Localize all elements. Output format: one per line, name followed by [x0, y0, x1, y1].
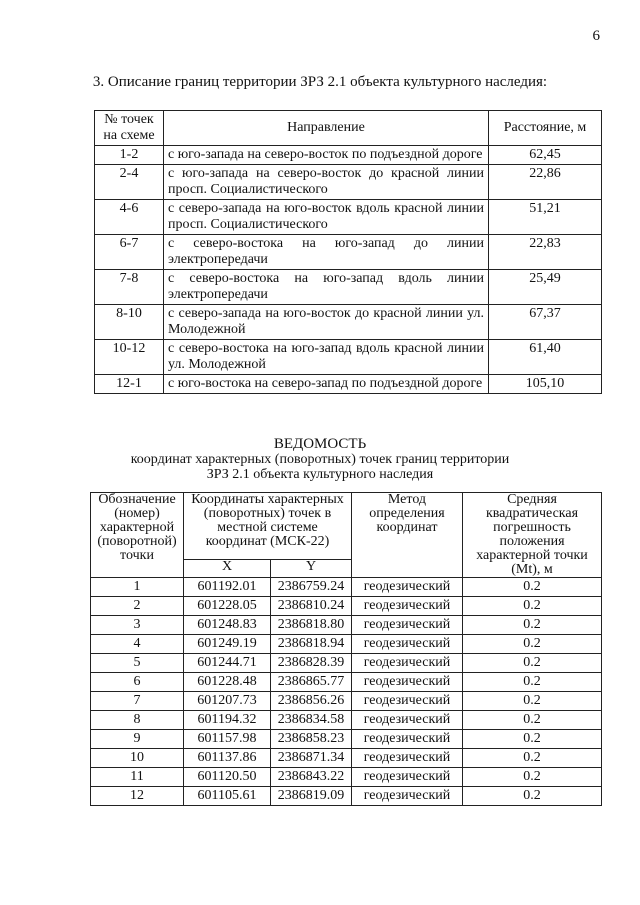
- row-y: 2386843.22: [271, 768, 352, 787]
- table-row: [95, 200, 602, 235]
- row-points: 6-7: [95, 235, 164, 270]
- row-method: геодезический: [352, 654, 463, 673]
- row-x: 601105.61: [184, 787, 271, 806]
- row-method: геодезический: [352, 616, 463, 635]
- row-y: 2386828.39: [271, 654, 352, 673]
- row-y: 2386818.94: [271, 635, 352, 654]
- table-row: [91, 597, 602, 616]
- row-y: 2386810.24: [271, 597, 352, 616]
- row-method: геодезический: [352, 578, 463, 597]
- row-x: 601194.32: [184, 711, 271, 730]
- table-header-row: [91, 493, 602, 560]
- row-point-number: 5: [91, 654, 184, 673]
- row-error: 0.2: [463, 730, 602, 749]
- row-distance: 25,49: [489, 270, 602, 305]
- statement-heading: [0, 437, 640, 482]
- table-row: [95, 270, 602, 305]
- boundary-description-table: [94, 110, 602, 394]
- row-points: 12-1: [95, 375, 164, 394]
- row-x: 601228.05: [184, 597, 271, 616]
- table-row: [91, 768, 602, 787]
- row-y: 2386819.09: [271, 787, 352, 806]
- row-x: 601228.48: [184, 673, 271, 692]
- row-direction: с юго-запада на северо-восток до красной линии просп. Социалистического: [164, 165, 489, 200]
- table-row: [91, 787, 602, 806]
- header-points: № точек на схеме: [95, 111, 164, 146]
- row-point-number: 7: [91, 692, 184, 711]
- row-method: геодезический: [352, 768, 463, 787]
- row-x: 601248.83: [184, 616, 271, 635]
- statement-subtitle-line2: ЗРЗ 2.1 объекта культурного наследия: [206, 467, 434, 482]
- row-y: 2386759.24: [271, 578, 352, 597]
- table-row: [91, 673, 602, 692]
- coordinate-rows: [91, 578, 602, 806]
- row-point-number: 9: [91, 730, 184, 749]
- header-direction: Направление: [164, 111, 489, 146]
- table-row: [91, 730, 602, 749]
- table-row: [91, 578, 602, 597]
- row-distance: 22,86: [489, 165, 602, 200]
- header-y: Y: [271, 560, 352, 578]
- row-distance: 67,37: [489, 305, 602, 340]
- row-error: 0.2: [463, 673, 602, 692]
- row-method: геодезический: [352, 597, 463, 616]
- row-point-number: 12: [91, 787, 184, 806]
- row-points: 4-6: [95, 200, 164, 235]
- statement-subtitle-line1: координат характерных (поворотных) точек границ территории: [130, 452, 510, 467]
- row-y: 2386834.58: [271, 711, 352, 730]
- row-points: 2-4: [95, 165, 164, 200]
- row-method: геодезический: [352, 692, 463, 711]
- row-y: 2386858.23: [271, 730, 352, 749]
- row-x: 601244.71: [184, 654, 271, 673]
- row-point-number: 11: [91, 768, 184, 787]
- row-method: геодезический: [352, 673, 463, 692]
- row-point-number: 10: [91, 749, 184, 768]
- row-direction: с северо-востока на юго-запад вдоль линии электропередачи: [164, 270, 489, 305]
- row-direction: с северо-востока на юго-запад вдоль красной линии ул. Молодежной: [164, 340, 489, 375]
- table-row: [95, 146, 602, 165]
- row-x: 601207.73: [184, 692, 271, 711]
- row-points: 8-10: [95, 305, 164, 340]
- header-error: Средняя квадратическая погрешность положения характерной точки (Mt), м: [463, 493, 602, 578]
- row-error: 0.2: [463, 654, 602, 673]
- row-direction: с северо-запада на юго-восток до красной линии ул. Молодежной: [164, 305, 489, 340]
- row-distance: 61,40: [489, 340, 602, 375]
- row-x: 601192.01: [184, 578, 271, 597]
- row-error: 0.2: [463, 711, 602, 730]
- row-y: 2386818.80: [271, 616, 352, 635]
- header-coordinates: Координаты характерных (поворотных) точек в местной системе координат (МСК-22): [184, 493, 352, 560]
- row-point-number: 4: [91, 635, 184, 654]
- row-point-number: 8: [91, 711, 184, 730]
- row-direction: с северо-востока на юго-запад до линии электропередачи: [164, 235, 489, 270]
- row-points: 1-2: [95, 146, 164, 165]
- row-point-number: 1: [91, 578, 184, 597]
- row-x: 601157.98: [184, 730, 271, 749]
- table-row: [95, 340, 602, 375]
- row-distance: 105,10: [489, 375, 602, 394]
- header-x: X: [184, 560, 271, 578]
- header-method: Метод определения координат: [352, 493, 463, 578]
- table-row: [91, 654, 602, 673]
- table-row: [95, 165, 602, 200]
- header-designation: Обозначение (номер) характерной (поворотной) точки: [91, 493, 184, 578]
- row-error: 0.2: [463, 749, 602, 768]
- table-header-row: [95, 111, 602, 146]
- row-direction: с северо-запада на юго-восток вдоль красной линии просп. Социалистического: [164, 200, 489, 235]
- row-x: 601120.50: [184, 768, 271, 787]
- table-row: [91, 711, 602, 730]
- page-number: 6: [592, 28, 600, 44]
- row-method: геодезический: [352, 635, 463, 654]
- row-distance: 22,83: [489, 235, 602, 270]
- row-error: 0.2: [463, 768, 602, 787]
- row-error: 0.2: [463, 578, 602, 597]
- table-row: [91, 635, 602, 654]
- row-x: 601249.19: [184, 635, 271, 654]
- row-point-number: 2: [91, 597, 184, 616]
- row-point-number: 3: [91, 616, 184, 635]
- table-row: [91, 692, 602, 711]
- row-y: 2386871.34: [271, 749, 352, 768]
- row-direction: с юго-запада на северо-восток по подъездной дороге: [164, 146, 489, 165]
- row-direction: с юго-востока на северо-запад по подъездной дороге: [164, 375, 489, 394]
- row-distance: 51,21: [489, 200, 602, 235]
- row-points: 7-8: [95, 270, 164, 305]
- row-x: 601137.86: [184, 749, 271, 768]
- table-row: [91, 749, 602, 768]
- row-distance: 62,45: [489, 146, 602, 165]
- row-error: 0.2: [463, 692, 602, 711]
- row-error: 0.2: [463, 787, 602, 806]
- table-row: [95, 375, 602, 394]
- coordinates-table: [90, 492, 602, 806]
- row-y: 2386856.26: [271, 692, 352, 711]
- row-error: 0.2: [463, 616, 602, 635]
- row-method: геодезический: [352, 787, 463, 806]
- boundary-rows: [95, 146, 602, 394]
- table-row: [91, 616, 602, 635]
- row-y: 2386865.77: [271, 673, 352, 692]
- row-method: геодезический: [352, 730, 463, 749]
- row-method: геодезический: [352, 749, 463, 768]
- row-method: геодезический: [352, 711, 463, 730]
- section-title: 3. Описание границ территории ЗРЗ 2.1 объекта культурного наследия:: [92, 74, 548, 90]
- row-error: 0.2: [463, 597, 602, 616]
- table-row: [95, 305, 602, 340]
- row-point-number: 6: [91, 673, 184, 692]
- header-distance: Расстояние, м: [489, 111, 602, 146]
- row-points: 10-12: [95, 340, 164, 375]
- row-error: 0.2: [463, 635, 602, 654]
- table-row: [95, 235, 602, 270]
- statement-title: ВЕДОМОСТЬ: [273, 436, 367, 452]
